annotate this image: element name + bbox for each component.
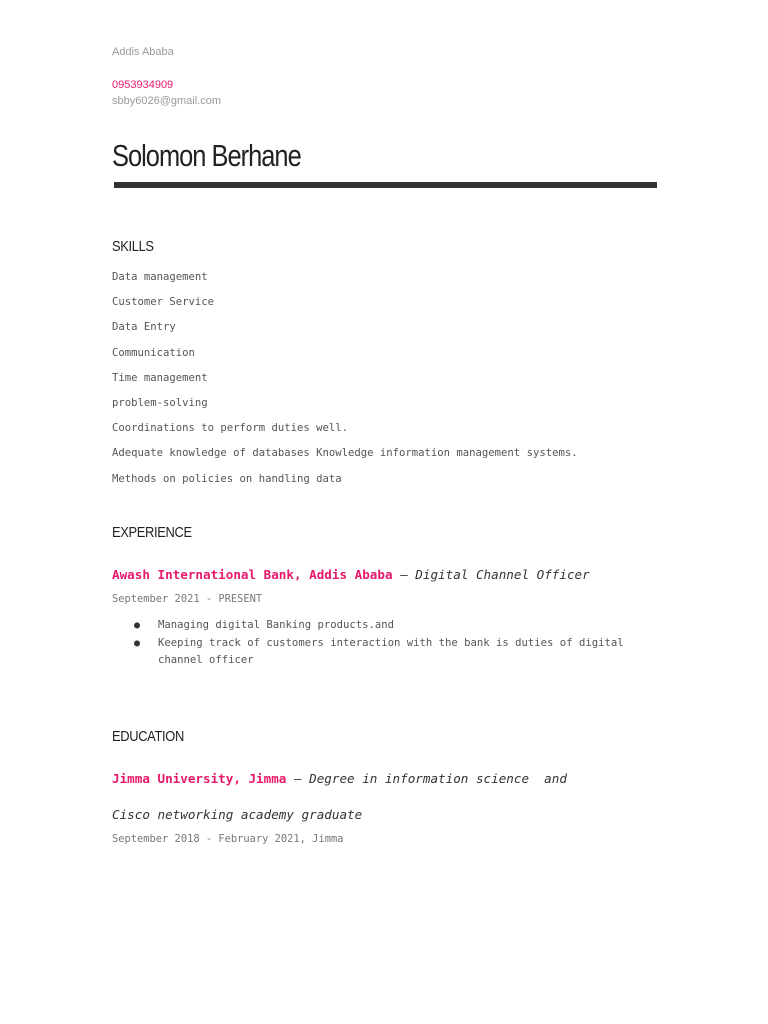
education-degree: Degree in information science and <box>309 771 567 786</box>
contact-email: sbby6026@gmail.com <box>112 95 221 107</box>
education-title-line <box>112 770 567 788</box>
contact-phone: 0953934909 <box>112 79 174 91</box>
education-heading: EDUCATION <box>112 728 184 745</box>
skill-item: Adequate knowledge of databases Knowledge information management systems. <box>112 447 578 460</box>
experience-title-line <box>112 566 590 584</box>
candidate-name: Solomon Berhane <box>112 138 301 173</box>
skill-item: Data management <box>112 271 208 283</box>
education-separator: — <box>286 771 310 786</box>
experience-bullet <box>112 617 657 635</box>
experience-bullet-text: Managing digital Banking products.and <box>158 619 394 631</box>
name-divider <box>114 182 657 188</box>
skill-item: Customer Service <box>112 296 215 309</box>
experience-dates: September 2021 - PRESENT <box>112 593 263 605</box>
education-dates: September 2018 - February 2021, Jimma <box>112 833 344 845</box>
education-organization: Jimma University, Jimma <box>112 771 287 786</box>
skill-item: problem-solving <box>112 396 208 409</box>
experience-bullet <box>112 635 657 670</box>
skill-item: Data Entry <box>112 321 176 334</box>
skill-item: Communication <box>112 346 195 359</box>
skill-item: Methods on policies on handling data <box>112 472 342 485</box>
experience-role: Digital Channel Officer <box>415 567 590 582</box>
skill-item: Time management <box>112 371 208 384</box>
education-degree-line2: Cisco networking academy graduate <box>112 807 363 822</box>
experience-bullet-text: Keeping track of customers interaction with the bank is duties of digital channel officer <box>158 636 624 666</box>
contact-address: Addis Ababa <box>112 46 174 58</box>
bullet-dot-icon: ● <box>134 620 141 631</box>
experience-heading: EXPERIENCE <box>112 524 192 541</box>
skills-list <box>112 268 578 495</box>
bullet-dot-icon: ● <box>134 637 141 649</box>
skills-heading: SKILLS <box>112 238 154 255</box>
experience-organization: Awash International Bank, Addis Ababa <box>112 567 393 582</box>
experience-bullets <box>112 617 657 670</box>
experience-separator: — <box>392 567 416 582</box>
skill-item: Coordinations to perform duties well. <box>112 422 348 435</box>
